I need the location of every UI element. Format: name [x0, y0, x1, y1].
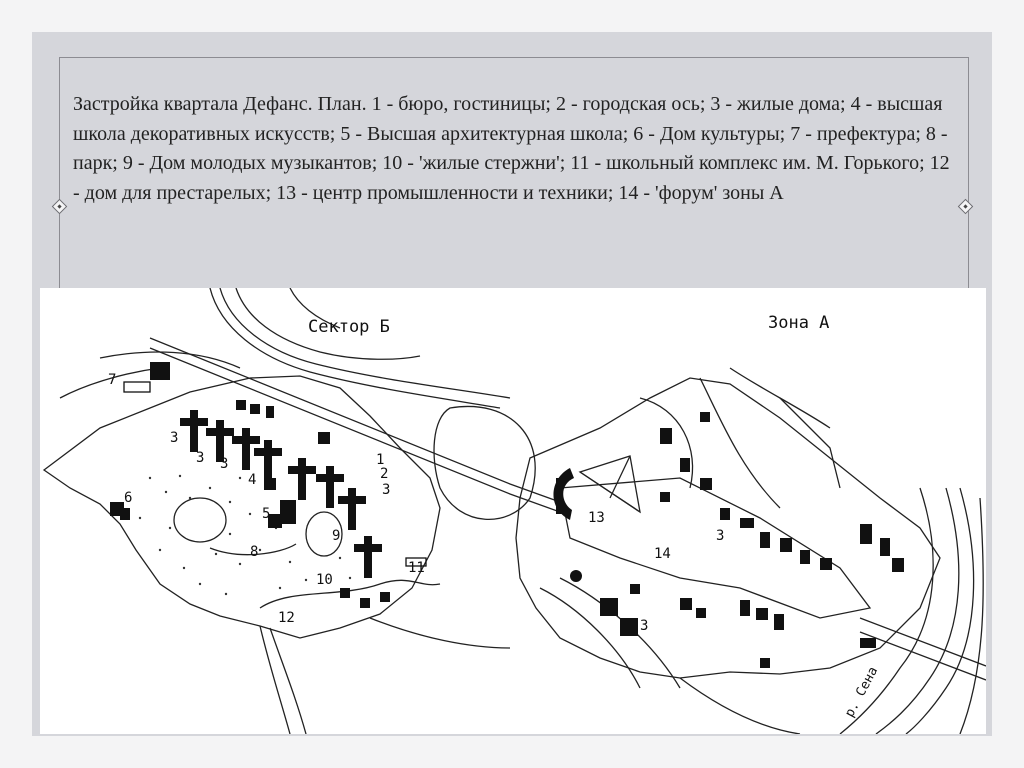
- building-housing-rod: [354, 536, 382, 578]
- label-13: 13: [588, 510, 605, 526]
- city-axis-road: [150, 338, 560, 502]
- label-4: 4: [248, 472, 257, 488]
- label-5: 5: [262, 506, 271, 522]
- road-south-4: [680, 678, 800, 734]
- label-14: 14: [654, 546, 671, 562]
- road-north-2: [220, 288, 510, 398]
- road-za-3: [540, 588, 640, 688]
- label-3-d: 3: [716, 528, 725, 544]
- label-7: 7: [108, 372, 117, 388]
- label-3-e: 3: [640, 618, 649, 634]
- site-plan-drawing: [40, 288, 986, 734]
- esplanade-outline: [560, 478, 870, 618]
- label-3-arrow: 3: [382, 482, 391, 498]
- road-south-3: [370, 618, 510, 648]
- road-south-2: [270, 628, 306, 734]
- label-sector-b: Сектор Б: [308, 317, 390, 337]
- label-1: 1: [376, 452, 385, 468]
- label-river: р. Сена: [842, 664, 882, 720]
- caption-text: Застройка квартала Дефанс. План. 1 - бюро, гостиницы; 2 - городская ось; 3 - жилые дома; 4 - высшая школа декоративных искусств; 5 - Высшая архитектурная школа; 6 - Дом культуры; 7 - префектура; 8 - парк; 9 - Дом молодых музыкантов; 10 - 'жилые стержни'; 11 - школьный комплекс им. М. Горького; 12 - дом для престарелых; 13 - центр промышленности и техники; 14 - 'форум' зоны А: [73, 93, 950, 204]
- label-11: 11: [408, 560, 425, 576]
- zone-a-boundary: [516, 378, 940, 678]
- pond-1: [174, 498, 226, 542]
- label-2: 2: [380, 466, 389, 482]
- building-decor-school: [264, 478, 276, 490]
- label-12: 12: [278, 610, 295, 626]
- label-10: 10: [316, 572, 333, 588]
- building-prefecture: [150, 362, 170, 380]
- label-3-a: 3: [170, 430, 179, 446]
- building-zone-a-1: [600, 598, 618, 616]
- road-za-6: [780, 398, 840, 488]
- building-architecture-school: [280, 500, 296, 524]
- label-6: 6: [124, 490, 133, 506]
- label-zone-a: Зона А: [768, 313, 830, 333]
- site-plan-map: [40, 288, 986, 734]
- label-9: 9: [332, 528, 341, 544]
- label-3-b: 3: [196, 450, 205, 466]
- label-3-c: 3: [220, 456, 229, 472]
- label-8: 8: [250, 544, 259, 560]
- buildings: [110, 362, 904, 668]
- building-housing-1: [180, 410, 208, 452]
